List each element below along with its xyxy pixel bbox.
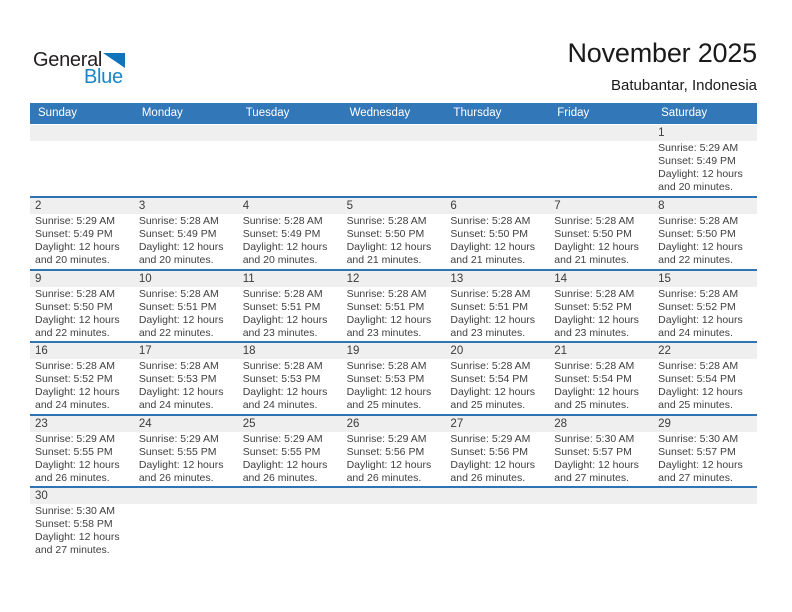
day-number-strip [30,271,757,287]
day-number: 6 [450,200,457,212]
day-info-line: and 27 minutes. [554,471,629,484]
day-number: 30 [35,490,48,502]
day-number: 3 [138,200,146,212]
day-info-line: Daylight: 12 hours [35,531,120,543]
day-info-line: and 23 minutes. [242,326,318,339]
day-cell [653,287,757,342]
day-info-line: Daylight: 12 hours [450,313,536,326]
day-number: 12 [346,272,360,285]
page-title: November 2025 [567,38,757,68]
day-info-line: Daylight: 12 hours [35,241,120,253]
day-number-strip [30,343,757,359]
day-number: 17 [138,345,152,357]
day-number: 24 [138,417,152,430]
day-cell-empty [30,141,134,196]
day-number: 7 [554,200,561,212]
weekday-header [30,103,757,124]
day-info-line: Daylight: 12 hours [450,241,536,253]
day-info-line: Daylight: 12 hours [242,313,328,326]
day-info-line: Sunrise: 5:28 AM [346,360,427,372]
day-info-line: Sunrise: 5:28 AM [658,215,739,227]
day-number: 28 [554,417,568,430]
day-info-line: Daylight: 12 hours [346,458,432,471]
day-cell [653,359,757,414]
day-info-line: Sunrise: 5:28 AM [450,360,531,372]
day-info-line: Sunrise: 5:28 AM [346,287,427,300]
day-cell-empty [342,504,446,559]
day-number-strip [30,416,757,432]
day-info-line: and 24 minutes. [242,399,318,411]
day-info-line: Sunset: 5:50 PM [658,228,736,240]
day-info-line: Sunrise: 5:28 AM [554,215,635,227]
day-info-line: Daylight: 12 hours [658,313,743,326]
day-info-line: and 20 minutes. [658,181,733,193]
week-row [30,125,757,196]
day-info-line: and 27 minutes. [658,471,733,484]
day-info-line: Daylight: 12 hours [658,241,743,253]
day-info-line: Daylight: 12 hours [658,458,743,471]
day-info-line: Sunset: 5:50 PM [450,228,529,240]
day-info-line: Sunset: 5:53 PM [138,373,217,385]
calendar-body [30,125,757,559]
day-info-line: and 24 minutes. [35,399,110,411]
day-number: 4 [242,200,250,212]
day-cell [445,432,549,487]
calendar-grid [30,103,757,559]
day-info-line: Daylight: 12 hours [658,168,743,180]
day-info-line: Sunrise: 5:28 AM [35,287,115,300]
day-info-line: Sunset: 5:56 PM [450,445,529,458]
day-info-line: Sunset: 5:53 PM [346,373,425,385]
day-number: 26 [346,417,360,430]
day-info-line: Sunrise: 5:30 AM [554,432,635,445]
day-cell [549,432,653,487]
day-number: 2 [35,200,42,212]
day-number: 27 [450,417,464,430]
day-info-line: Daylight: 12 hours [450,386,536,398]
day-number: 22 [658,345,671,357]
week-row [30,414,757,487]
day-cell [445,287,549,342]
day-info-line: Daylight: 12 hours [346,241,432,253]
day-cell [238,359,342,414]
day-cell-empty [134,504,238,559]
day-info-line: and 23 minutes. [554,326,629,339]
day-number: 10 [138,272,152,285]
day-info-line: Sunrise: 5:28 AM [138,287,219,300]
week-row [30,196,757,269]
day-info-line: Sunrise: 5:28 AM [242,360,323,372]
day-info-line: Daylight: 12 hours [242,458,328,471]
day-info-line: Daylight: 12 hours [554,386,639,398]
day-cell [134,432,238,487]
day-info-line: Sunrise: 5:29 AM [450,432,531,445]
day-details-row [30,504,757,559]
day-details-row [30,359,757,414]
day-info-line: and 26 minutes. [35,471,110,484]
day-cell-empty [238,141,342,196]
day-info-line: Sunset: 5:50 PM [346,228,425,240]
day-info-line: and 22 minutes. [658,254,733,266]
day-info-line: Sunrise: 5:28 AM [658,287,739,300]
day-details-row [30,141,757,196]
day-cell [445,359,549,414]
day-info-line: Daylight: 12 hours [35,386,120,398]
day-info-line: and 22 minutes. [35,326,110,339]
day-info-line: Sunset: 5:55 PM [242,445,321,458]
day-number-empty [653,488,757,504]
day-number: 5 [346,200,353,212]
week-row [30,341,757,414]
day-info-line: Daylight: 12 hours [242,241,328,253]
day-info-line: Daylight: 12 hours [346,313,432,326]
day-cell [653,432,757,487]
day-info-line: and 20 minutes. [35,254,110,266]
day-info-line: Sunrise: 5:28 AM [346,215,427,227]
day-info-line: and 25 minutes. [658,399,733,411]
day-info-line: Sunrise: 5:28 AM [242,287,323,300]
day-info-line: and 25 minutes. [450,399,526,411]
day-info-line: Sunset: 5:52 PM [35,373,113,385]
day-info-line: and 23 minutes. [450,326,526,339]
day-info-line: Sunrise: 5:28 AM [242,215,323,227]
day-number-empty [238,125,342,141]
day-info-line: Sunset: 5:58 PM [35,518,113,530]
day-number: 18 [242,345,256,357]
day-cell-empty [134,141,238,196]
day-info-line: Sunset: 5:51 PM [242,300,321,313]
day-number-empty [342,488,446,504]
day-cell-empty [653,504,757,559]
day-cell-empty [549,141,653,196]
day-info-line: Sunset: 5:52 PM [554,300,632,313]
day-info-line: Sunset: 5:49 PM [35,228,113,240]
day-info-line: Sunrise: 5:30 AM [35,505,115,517]
day-details-row [30,214,757,269]
day-info-line: Sunrise: 5:28 AM [35,360,115,372]
day-info-line: Daylight: 12 hours [138,241,224,253]
day-info-line: Daylight: 12 hours [554,458,639,471]
day-info-line: Sunrise: 5:28 AM [138,215,219,227]
day-info-line: Sunrise: 5:29 AM [658,142,739,154]
day-cell [30,287,134,342]
day-number: 25 [242,417,256,430]
weekday-label: Monday [141,107,183,119]
title-block [567,38,757,94]
day-info-line: Sunset: 5:54 PM [450,373,529,385]
day-cell [30,432,134,487]
day-cell [30,504,134,559]
day-number-strip [30,488,757,504]
day-number: 15 [658,272,671,285]
day-info-line: Daylight: 12 hours [138,458,224,471]
day-number-empty [134,125,238,141]
day-info-line: and 24 minutes. [658,326,733,339]
day-info-line: Sunrise: 5:30 AM [658,432,739,445]
day-info-line: Sunrise: 5:28 AM [554,287,635,300]
day-info-line: and 22 minutes. [138,326,214,339]
day-info-line: Sunrise: 5:29 AM [242,432,323,445]
day-info-line: and 27 minutes. [35,544,110,556]
day-info-line: and 26 minutes. [346,471,422,484]
day-cell-empty [445,504,549,559]
day-details-row [30,287,757,342]
day-info-line: Sunset: 5:50 PM [554,228,632,240]
day-info-line: Sunset: 5:57 PM [658,445,736,458]
day-number-strip [30,198,757,214]
day-info-line: Sunset: 5:51 PM [450,300,529,313]
day-number: 21 [554,345,568,357]
day-number-empty [549,488,653,504]
weekday-label: Wednesday [349,107,411,119]
day-cell [30,214,134,269]
day-info-line: Daylight: 12 hours [35,458,120,471]
day-info-line: and 26 minutes. [450,471,526,484]
day-info-line: and 24 minutes. [138,399,214,411]
day-info-line: Sunrise: 5:29 AM [35,215,115,227]
day-number: 29 [658,417,671,430]
weekday-label: Sunday [38,107,78,119]
day-number: 13 [450,272,464,285]
day-number: 11 [242,272,255,285]
weekday-label: Saturday [661,107,708,119]
page-subtitle: Batubantar, Indonesia [611,77,757,94]
day-info-line: Sunset: 5:49 PM [138,228,217,240]
day-cell [549,287,653,342]
day-cell [653,214,757,269]
day-info-line: and 20 minutes. [138,254,214,266]
day-info-line: and 26 minutes. [242,471,318,484]
day-info-line: Sunset: 5:51 PM [346,300,425,313]
day-number-empty [342,125,446,141]
weekday-label: Friday [557,107,590,119]
week-row [30,269,757,342]
general-blue-logo [33,49,143,91]
day-info-line: Sunset: 5:56 PM [346,445,425,458]
day-cell [445,214,549,269]
day-info-line: Sunrise: 5:28 AM [554,360,635,372]
day-info-line: Sunrise: 5:29 AM [346,432,427,445]
day-details-row [30,432,757,487]
day-cell [238,432,342,487]
day-info-line: Daylight: 12 hours [554,241,639,253]
day-info-line: Sunset: 5:54 PM [658,373,736,385]
day-info-line: and 20 minutes. [242,254,318,266]
day-info-line: Sunrise: 5:28 AM [450,287,531,300]
weekday-label: Tuesday [245,107,290,119]
day-info-line: Sunset: 5:49 PM [658,155,736,167]
day-info-line: and 21 minutes. [346,254,422,266]
day-info-line: Sunrise: 5:29 AM [35,432,115,445]
day-info-line: Daylight: 12 hours [35,313,120,326]
day-info-line: Daylight: 12 hours [138,386,224,398]
day-info-line: Sunset: 5:50 PM [35,300,113,313]
day-info-line: and 23 minutes. [346,326,422,339]
day-cell [238,214,342,269]
day-number: 1 [658,127,665,139]
day-info-line: Daylight: 12 hours [346,386,432,398]
day-cell [134,214,238,269]
day-info-line: Sunrise: 5:28 AM [450,215,531,227]
day-info-line: Sunset: 5:51 PM [138,300,217,313]
day-cell [342,432,446,487]
day-number: 9 [35,272,42,285]
day-cell [134,287,238,342]
day-number-empty [549,125,653,141]
day-info-line: Sunrise: 5:29 AM [138,432,219,445]
logo-text-blue: Blue [84,66,123,88]
day-info-line: Sunset: 5:52 PM [658,300,736,313]
day-number-empty [134,488,238,504]
day-number: 19 [346,345,360,357]
week-row [30,486,757,559]
day-number: 23 [35,417,48,430]
day-number-strip [30,125,757,141]
day-number-empty [445,125,549,141]
day-cell-empty [445,141,549,196]
day-cell [134,359,238,414]
day-info-line: Sunset: 5:49 PM [242,228,321,240]
day-number: 14 [554,272,568,285]
day-info-line: Daylight: 12 hours [138,313,224,326]
day-info-line: Daylight: 12 hours [658,386,743,398]
day-info-line: Daylight: 12 hours [450,458,536,471]
day-info-line: Sunset: 5:57 PM [554,445,632,458]
day-cell-empty [342,141,446,196]
day-info-line: and 25 minutes. [346,399,422,411]
day-cell [30,359,134,414]
day-cell [549,214,653,269]
day-cell [342,359,446,414]
day-info-line: Sunset: 5:55 PM [138,445,217,458]
day-number-empty [238,488,342,504]
day-number: 20 [450,345,464,357]
day-info-line: Sunset: 5:53 PM [242,373,321,385]
day-cell [549,359,653,414]
day-cell-empty [549,504,653,559]
day-cell [342,287,446,342]
day-info-line: and 25 minutes. [554,399,629,411]
day-info-line: Sunrise: 5:28 AM [658,360,739,372]
day-number-empty [30,125,134,141]
logo-text-general: General [33,49,103,71]
day-info-line: and 21 minutes. [450,254,526,266]
day-number: 16 [35,345,48,357]
day-cell [238,287,342,342]
day-info-line: and 26 minutes. [138,471,214,484]
day-cell [342,214,446,269]
day-info-line: Daylight: 12 hours [554,313,639,326]
day-info-line: Daylight: 12 hours [242,386,328,398]
day-info-line: and 21 minutes. [554,254,629,266]
day-info-line: Sunset: 5:54 PM [554,373,632,385]
weekday-label: Thursday [453,107,502,119]
day-cell [653,141,757,196]
day-number-empty [445,488,549,504]
day-cell-empty [238,504,342,559]
day-info-line: Sunrise: 5:28 AM [138,360,219,372]
day-info-line: Sunset: 5:55 PM [35,445,113,458]
day-number: 8 [658,200,665,212]
